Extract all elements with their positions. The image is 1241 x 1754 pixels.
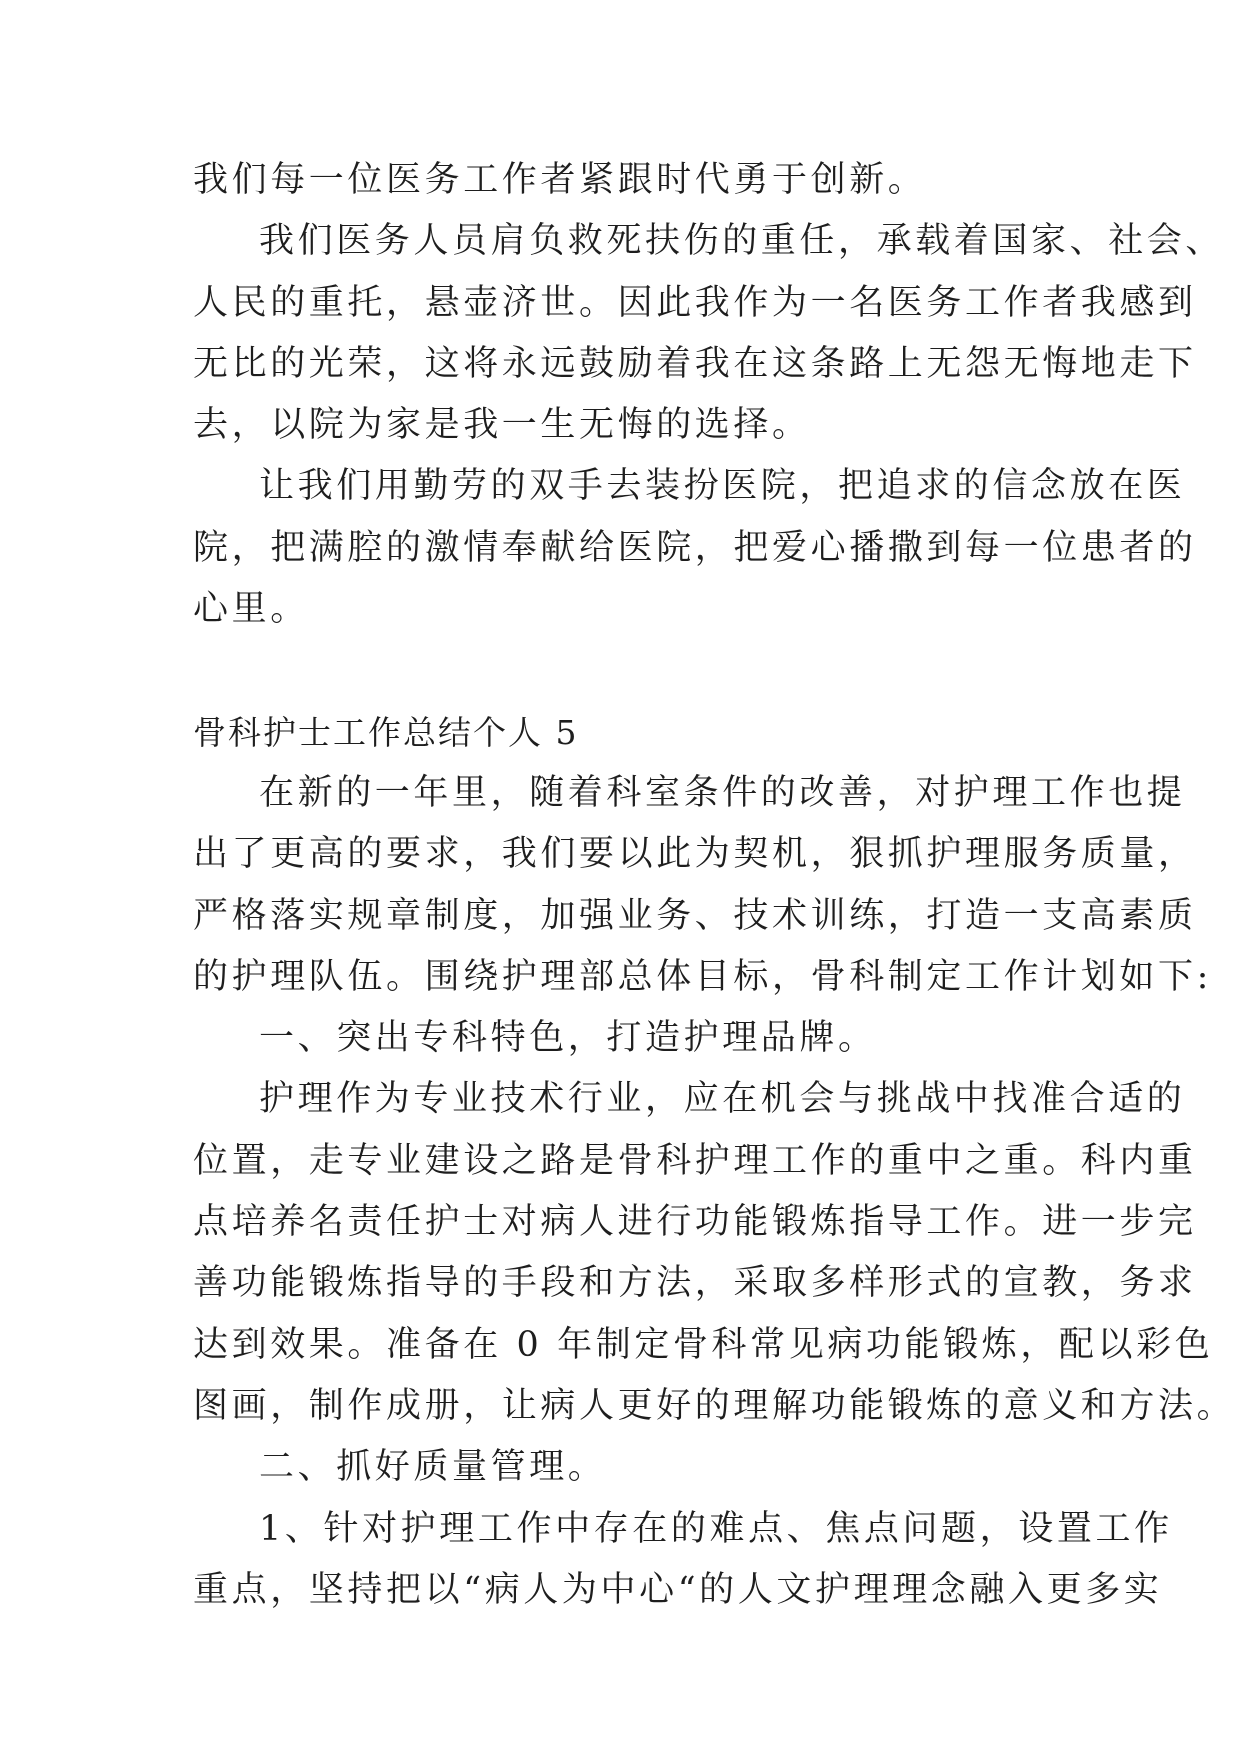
text-line: 点培养名责任护士对病人进行功能锻炼指导工作。进一步完 bbox=[193, 1202, 1197, 1243]
text-line: 一、突出专科特色，打造护理品牌。 bbox=[259, 1018, 877, 1059]
text-line: 位置，走专业建设之路是骨科护理工作的重中之重。科内重 bbox=[193, 1140, 1197, 1181]
text-line: 严格落实规章制度，加强业务、技术训练，打造一支高素质 bbox=[193, 895, 1197, 936]
text-line: 善功能锻炼指导的手段和方法，采取多样形式的宣教，务求 bbox=[193, 1263, 1197, 1304]
text-line: 的护理队伍。围绕护理部总体目标，骨科制定工作计划如下: bbox=[193, 956, 1212, 997]
text-line: 我们每一位医务工作者紧跟时代勇于创新。 bbox=[193, 160, 927, 200]
text-line: 心里。 bbox=[193, 589, 309, 630]
blank-line bbox=[193, 640, 1055, 701]
text-line: 护理作为专业技术行业，应在机会与挑战中找准合适的 bbox=[259, 1079, 1186, 1120]
text-line: 去，以院为家是我一生无悔的选择。 bbox=[193, 405, 811, 446]
document-body bbox=[193, 150, 1236, 1621]
text-line: 二、抓好质量管理。 bbox=[259, 1447, 607, 1488]
text-line: 让我们用勤劳的双手去装扮医院，把追求的信念放在医 bbox=[259, 466, 1186, 507]
text-line: 图画，制作成册，让病人更好的理解功能锻炼的意义和方法。 bbox=[193, 1385, 1236, 1426]
text-line: 出了更高的要求，我们要以此为契机，狠抓护理服务质量， bbox=[193, 834, 1197, 875]
text-line: 院，把满腔的激情奉献给医院，把爱心播撒到每一位患者的 bbox=[193, 527, 1197, 568]
text-line: 1、针对护理工作中存在的难点、焦点问题，设置工作 bbox=[259, 1508, 1173, 1549]
text-line: 达到效果。准备在 0 年制定骨科常见病功能锻炼，配以彩色 bbox=[193, 1324, 1214, 1365]
text-line: 重点，坚持把以“病人为中心“的人文护理理念融入更多实 bbox=[193, 1569, 1163, 1610]
text-line: 人民的重托，悬壶济世。因此我作为一名医务工作者我感到 bbox=[193, 282, 1197, 323]
text-line: 在新的一年里，随着科室条件的改善，对护理工作也提 bbox=[259, 772, 1186, 813]
text-line: 无比的光荣，这将永远鼓励着我在这条路上无怨无悔地走下 bbox=[193, 343, 1197, 384]
text-line: 我们医务人员肩负救死扶伤的重任，承载着国家、社会、 bbox=[259, 221, 1225, 262]
section-heading: 骨科护士工作总结个人 5 bbox=[193, 712, 579, 752]
